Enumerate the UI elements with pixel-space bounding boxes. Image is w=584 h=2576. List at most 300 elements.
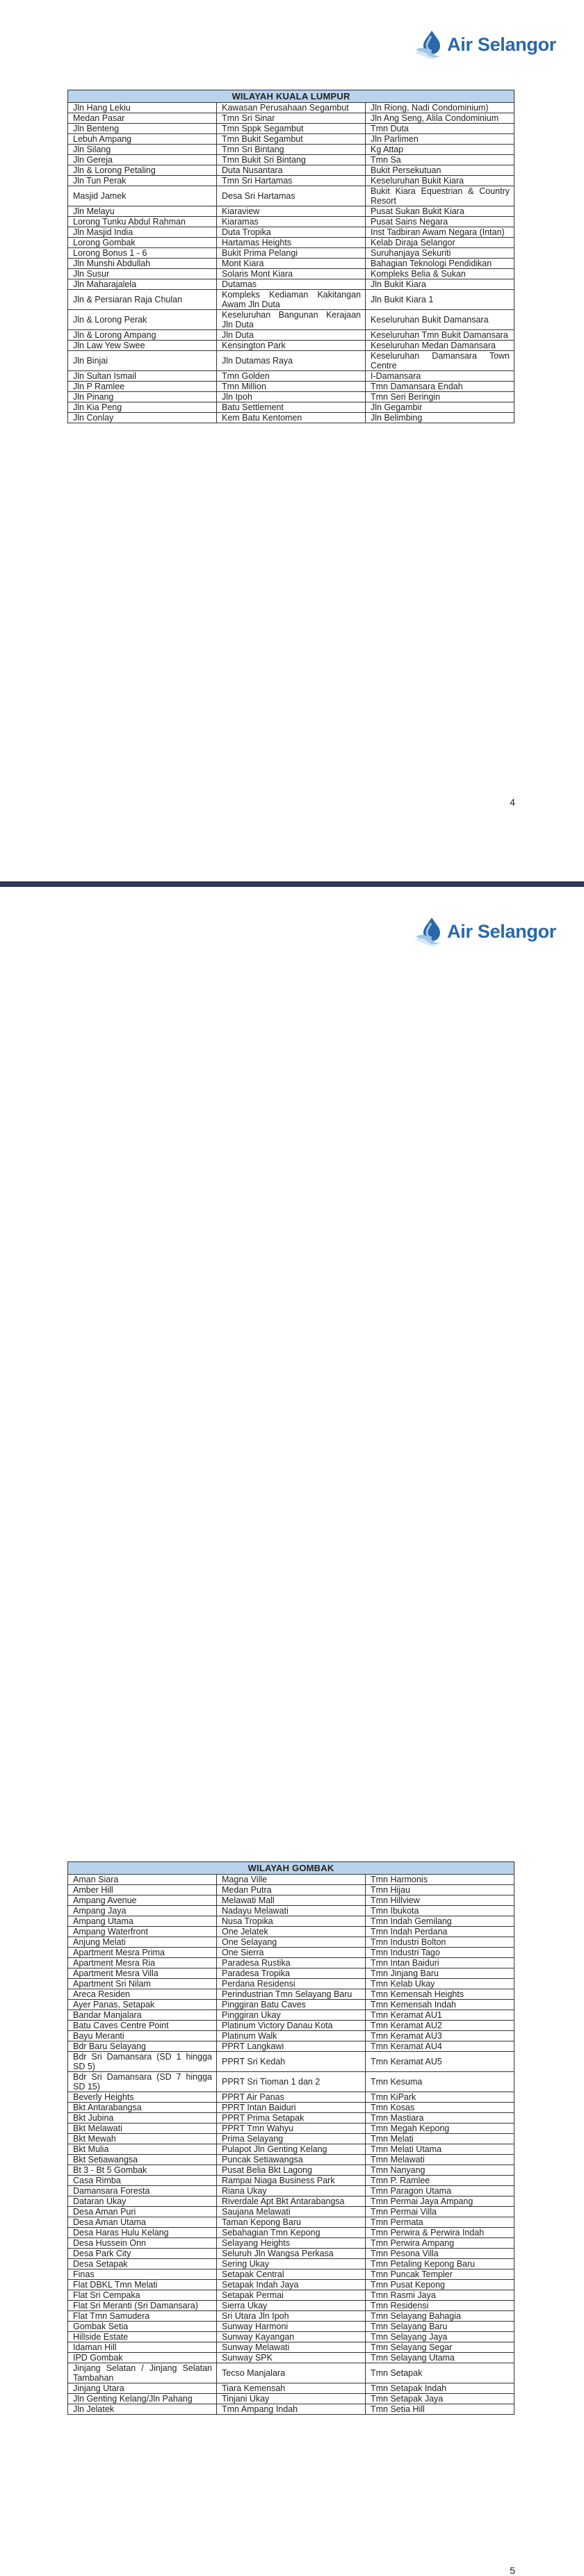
area-cell: Ampang Jaya — [68, 1906, 217, 1916]
table-row — [68, 2155, 514, 2165]
page-number: 5 — [510, 2565, 515, 2576]
area-cell: Kelab Diraja Selangor — [366, 238, 514, 248]
area-cell: Keseluruhan Damansara Town Centre — [366, 351, 514, 371]
area-cell: PPRT Intan Baiduri — [217, 2103, 366, 2113]
table-row — [68, 2383, 514, 2394]
area-cell: Bukit Persekutuan — [366, 165, 514, 176]
area-cell: One Sierra — [217, 1948, 366, 1958]
area-cell: Tmn Melati Utama — [366, 2144, 514, 2155]
table-row — [68, 176, 514, 186]
page-number: 4 — [510, 797, 515, 808]
area-cell: Tmn Bukit Sri Bintang — [217, 155, 366, 165]
area-cell: Desa Aman Puri — [68, 2207, 217, 2217]
area-cell: Setapak Central — [217, 2269, 366, 2280]
table-row — [68, 103, 514, 113]
area-cell: Bayu Meranti — [68, 2031, 217, 2041]
document-page-5 — [0, 887, 584, 2576]
table-row — [68, 134, 514, 145]
area-cell: Tmn Ampang Indah — [217, 2404, 366, 2415]
area-cell: Ampang Utama — [68, 1916, 217, 1927]
area-cell: Jln & Lorong Ampang — [68, 330, 217, 341]
table-row — [68, 341, 514, 351]
area-cell: Kiaraview — [217, 206, 366, 217]
table-row — [68, 227, 514, 238]
table-row — [68, 155, 514, 165]
area-cell: Tmn Mastiara — [366, 2113, 514, 2123]
area-cell: Tmn Nanyang — [366, 2165, 514, 2176]
area-cell: Pinggiran Batu Caves — [217, 2000, 366, 2010]
area-cell: Jln Gereja — [68, 155, 217, 165]
area-cell: Tmn Melawati — [366, 2155, 514, 2165]
area-cell: PPRT Langkawi — [217, 2041, 366, 2052]
area-cell: Gombak Setia — [68, 2322, 217, 2332]
area-cell: Prima Selayang — [217, 2134, 366, 2144]
table-row — [68, 371, 514, 382]
area-cell: Dataran Ukay — [68, 2196, 217, 2207]
table-row — [68, 2113, 514, 2123]
area-cell: Tmn Pusat Kepong — [366, 2280, 514, 2290]
area-cell: Desa Park City — [68, 2249, 217, 2259]
area-cell: Desa Setapak — [68, 2259, 217, 2269]
area-cell: Bkt Antarabangsa — [68, 2103, 217, 2113]
area-cell: Pulapot Jln Genting Kelang — [217, 2144, 366, 2155]
area-cell: Damansara Foresta — [68, 2186, 217, 2196]
area-cell: Desa Sri Hartamas — [217, 186, 366, 206]
area-cell: Jln Bukit Kiara — [366, 279, 514, 290]
area-cell: Mont Kiara — [217, 259, 366, 269]
area-cell: Sunway Kayangan — [217, 2332, 366, 2342]
area-cell: Jln Munshi Abdullah — [68, 259, 217, 269]
area-cell: Kawasan Perusahaan Segambut — [217, 103, 366, 113]
area-cell: Kensington Park — [217, 341, 366, 351]
area-cell: Jln Tun Perak — [68, 176, 217, 186]
area-cell: Taman Kepong Baru — [217, 2217, 366, 2228]
area-cell: Dutamas — [217, 279, 366, 290]
table-row — [68, 2176, 514, 2186]
area-cell: PPRT Sri Tioman 1 dan 2 — [217, 2072, 366, 2092]
table-row — [68, 2000, 514, 2010]
area-cell: Jln Benteng — [68, 124, 217, 134]
area-cell: Tmn Ibukota — [366, 1906, 514, 1916]
area-cell: Jln Hang Lekiu — [68, 103, 217, 113]
area-cell: Jln Bukit Kiara 1 — [366, 290, 514, 310]
table-row — [68, 1958, 514, 1968]
area-cell: Tmn Million — [217, 382, 366, 392]
area-cell: Masjid Jamek — [68, 186, 217, 206]
area-cell: Desa Aman Utama — [68, 2217, 217, 2228]
table-row — [68, 1896, 514, 1906]
area-cell: Jln Riong, Nadi Condominium) — [366, 103, 514, 113]
area-cell: Jln Susur — [68, 269, 217, 279]
table-row — [68, 1927, 514, 1937]
area-cell: Tmn Kesuma — [366, 2072, 514, 2092]
area-cell: Tmn Melati — [366, 2134, 514, 2144]
area-cell: Duta Nusantara — [217, 165, 366, 176]
area-cell: One Selayang — [217, 1937, 366, 1948]
area-cell: Tmn Keramat AU1 — [366, 2010, 514, 2021]
table-row — [68, 2217, 514, 2228]
area-cell: Flat Sri Meranti (Sri Damansara) — [68, 2301, 217, 2311]
area-cell: Tmn Setia Hill — [366, 2404, 514, 2415]
table-row — [68, 2165, 514, 2176]
area-cell: Jln Genting Kelang/Jln Pahang — [68, 2394, 217, 2404]
table-row — [68, 1937, 514, 1948]
table-row — [68, 2196, 514, 2207]
area-cell: Apartment Sri Nilam — [68, 1979, 217, 1989]
area-cell: Tmn Setapak — [366, 2363, 514, 2383]
area-cell: Inst Tadbiran Awam Negara (Intan) — [366, 227, 514, 238]
table-row — [68, 2259, 514, 2269]
area-cell: Jln Binjai — [68, 351, 217, 371]
area-cell: Bandar Manjalara — [68, 2010, 217, 2021]
area-cell: Melawati Mall — [217, 1896, 366, 1906]
area-cell: Tmn Permai Villa — [366, 2207, 514, 2217]
area-cell: Paradesa Tropika — [217, 1968, 366, 1979]
area-cell: Jln Kia Peng — [68, 402, 217, 413]
table-row — [68, 2186, 514, 2196]
area-cell: Lorong Gombak — [68, 238, 217, 248]
area-cell: Jln Maharajalela — [68, 279, 217, 290]
table-row — [68, 310, 514, 330]
area-cell: Tmn Indah Perdana — [366, 1927, 514, 1937]
area-cell: Jln Conlay — [68, 413, 217, 423]
area-cell: Tmn Sri Hartamas — [217, 176, 366, 186]
table-row — [68, 392, 514, 402]
area-cell: Jln Dutamas Raya — [217, 351, 366, 371]
area-cell: Hillside Estate — [68, 2332, 217, 2342]
area-cell: Batu Settlement — [217, 402, 366, 413]
table-row — [68, 124, 514, 134]
area-cell: Jln Melayu — [68, 206, 217, 217]
table-row — [68, 2301, 514, 2311]
table-row — [68, 1906, 514, 1916]
area-cell: Tiara Kemensah — [217, 2383, 366, 2394]
area-cell: Bt 3 - Bt 5 Gombak — [68, 2165, 217, 2176]
area-cell: Apartment Mesra Ria — [68, 1958, 217, 1968]
area-cell: Tmn Industri Tago — [366, 1948, 514, 1958]
area-cell: Jln Belimbing — [366, 413, 514, 423]
area-cell: Tmn Selayang Baru — [366, 2322, 514, 2332]
area-cell: Flat Tmn Samudera — [68, 2311, 217, 2322]
area-cell: Keseluruhan Medan Damansara — [366, 341, 514, 351]
area-cell: Jinjang Selatan / Jinjang Selatan Tambahan — [68, 2363, 217, 2383]
area-cell: Tmn Damansara Endah — [366, 382, 514, 392]
area-cell: Jln Pinang — [68, 392, 217, 402]
table-row — [68, 2332, 514, 2342]
area-cell: Pusat Sains Negara — [366, 217, 514, 227]
area-cell: Tmn Hijau — [366, 1885, 514, 1896]
area-cell: Kem Batu Kentomen — [217, 413, 366, 423]
area-cell: Seluruh Jln Wangsa Perkasa — [217, 2249, 366, 2259]
area-cell: Bkt Mewah — [68, 2134, 217, 2144]
area-cell: Anjung Melati — [68, 1937, 217, 1948]
area-cell: Tmn Bukit Segambut — [217, 134, 366, 145]
area-cell: Lorong Tunku Abdul Rahman — [68, 217, 217, 227]
area-cell: Tmn Kemensah Indah — [366, 2000, 514, 2010]
area-cell: Tmn Perwira Ampang — [366, 2238, 514, 2249]
area-cell: Tmn Permata — [366, 2217, 514, 2228]
area-cell: Kompleks Belia & Sukan — [366, 269, 514, 279]
table-row — [68, 351, 514, 371]
area-cell: Tmn Sppk Segambut — [217, 124, 366, 134]
area-cell: Sunway Harmoni — [217, 2322, 366, 2332]
table-row — [68, 2228, 514, 2238]
area-cell: Bkt Melawati — [68, 2123, 217, 2134]
table-row — [68, 2238, 514, 2249]
table-heading: WILAYAH GOMBAK — [68, 1862, 514, 1875]
area-cell: Paradesa Rustika — [217, 1958, 366, 1968]
air-selangor-logo — [414, 915, 556, 948]
area-cell: Tmn Keramat AU3 — [366, 2031, 514, 2041]
brand-name: Air Selangor — [447, 920, 556, 942]
table-row — [68, 145, 514, 155]
area-cell: Tmn Megah Kepong — [366, 2123, 514, 2134]
table-row — [68, 2394, 514, 2404]
area-cell: Magna Ville — [217, 1875, 366, 1885]
area-cell: Desa Haras Hulu Kelang — [68, 2228, 217, 2238]
area-cell: Aman Siara — [68, 1875, 217, 1885]
area-cell: Bukit Kiara Equestrian & Country Resort — [366, 186, 514, 206]
area-cell: Pinggiran Ukay — [217, 2010, 366, 2021]
area-cell: Tmn Keramat AU4 — [366, 2041, 514, 2052]
area-cell: Kompleks Kediaman Kakitangan Awam Jln Duta — [217, 290, 366, 310]
table-row — [68, 1968, 514, 1979]
area-cell: Tmn Keramat AU2 — [366, 2021, 514, 2031]
table-row — [68, 2041, 514, 2052]
table-row — [68, 259, 514, 269]
brand-name: Air Selangor — [447, 33, 556, 55]
area-cell: Jln Jelatek — [68, 2404, 217, 2415]
area-cell: PPRT Air Panas — [217, 2092, 366, 2103]
area-cell: Perindustrian Tmn Selayang Baru — [217, 1989, 366, 2000]
area-cell: Setapak Permai — [217, 2290, 366, 2301]
table-row — [68, 206, 514, 217]
area-cell: Tmn Hillview — [366, 1896, 514, 1906]
area-cell: Apartment Mesra Prima — [68, 1948, 217, 1958]
area-cell: Platinum Victory Danau Kota — [217, 2021, 366, 2031]
table-row — [68, 1979, 514, 1989]
area-cell: Idaman Hill — [68, 2342, 217, 2353]
area-cell: Tmn P. Ramlee — [366, 2176, 514, 2186]
table-row — [68, 2072, 514, 2092]
table-row — [68, 217, 514, 227]
area-cell: Tmn Selayang Bahagia — [366, 2311, 514, 2322]
area-cell: Riverdale Apt Bkt Antarabangsa — [217, 2196, 366, 2207]
table-row — [68, 2363, 514, 2383]
table-row — [68, 330, 514, 341]
area-cell: Kiaramas — [217, 217, 366, 227]
area-cell: Tmn Intan Baiduri — [366, 1958, 514, 1968]
area-cell: PPRT Sri Kedah — [217, 2052, 366, 2072]
table-row — [68, 2322, 514, 2332]
area-cell: Tecso Manjalara — [217, 2363, 366, 2383]
area-cell: Hartamas Heights — [217, 238, 366, 248]
table-row — [68, 2031, 514, 2041]
area-cell: Bkt Mulia — [68, 2144, 217, 2155]
area-cell: Jln & Persiaran Raja Chulan — [68, 290, 217, 310]
area-cell: Jln Masjid India — [68, 227, 217, 238]
area-cell: Riana Ukay — [217, 2186, 366, 2196]
area-cell: Tmn Indah Gemilang — [366, 1916, 514, 1927]
table-row — [68, 290, 514, 310]
area-cell: Tmn Sri Sinar — [217, 113, 366, 124]
area-cell: PPRT Tmn Wahyu — [217, 2123, 366, 2134]
area-cell: I-Damansara — [366, 371, 514, 382]
area-cell: Tmn Paragon Utama — [366, 2186, 514, 2196]
area-cell: Jln Parlimen — [366, 134, 514, 145]
area-cell: Selayang Heights — [217, 2238, 366, 2249]
area-cell: Tmn Perwira & Perwira Indah — [366, 2228, 514, 2238]
area-cell: Sunway SPK — [217, 2353, 366, 2363]
area-cell: Bkt Setiawangsa — [68, 2155, 217, 2165]
table-row — [68, 1989, 514, 2000]
water-drop-icon — [414, 29, 444, 60]
area-cell: Jln Duta — [217, 330, 366, 341]
area-cell: Bukit Prima Pelangi — [217, 248, 366, 259]
area-cell: Areca Residen — [68, 1989, 217, 2000]
table-row — [68, 2052, 514, 2072]
table-row — [68, 113, 514, 124]
area-cell: Jln & Lorong Perak — [68, 310, 217, 330]
area-cell: Tmn Kelab Ukay — [366, 1979, 514, 1989]
table-row — [68, 279, 514, 290]
area-cell: Desa Hussein Onn — [68, 2238, 217, 2249]
table-row — [68, 2311, 514, 2322]
table-row — [68, 2207, 514, 2217]
area-cell: Keseluruhan Bangunan Kerajaan Jln Duta — [217, 310, 366, 330]
table-row — [68, 1875, 514, 1885]
area-cell: Tmn Rasmi Jaya — [366, 2290, 514, 2301]
area-cell: Amber Hill — [68, 1885, 217, 1896]
area-cell: Jln Sultan Ismail — [68, 371, 217, 382]
table-row — [68, 2144, 514, 2155]
table-row — [68, 2290, 514, 2301]
area-cell: Casa Rimba — [68, 2176, 217, 2186]
area-cell: Tmn Setapak Jaya — [366, 2394, 514, 2404]
area-cell: Jinjang Utara — [68, 2383, 217, 2394]
area-cell: Sunway Melawati — [217, 2342, 366, 2353]
area-cell: Tmn Kosas — [366, 2103, 514, 2113]
area-cell: PPRT Prima Setapak — [217, 2113, 366, 2123]
table-row — [68, 2269, 514, 2280]
table-row — [68, 2123, 514, 2134]
area-cell: Nusa Tropika — [217, 1916, 366, 1927]
area-cell: Sebahagian Tmn Kepong — [217, 2228, 366, 2238]
area-cell: Tmn KiPark — [366, 2092, 514, 2103]
air-selangor-logo — [414, 28, 556, 61]
area-cell: Jln & Lorong Petaling — [68, 165, 217, 176]
table-body — [68, 103, 514, 423]
area-cell: Tmn Harmonis — [366, 1875, 514, 1885]
area-cell: Nadayu Melawati — [217, 1906, 366, 1916]
table-row — [68, 2342, 514, 2353]
table-row — [68, 1885, 514, 1896]
table-row — [68, 186, 514, 206]
area-cell: Tinjani Ukay — [217, 2394, 366, 2404]
area-cell: Bdr Baru Selayang — [68, 2041, 217, 2052]
area-cell: Tmn Selayang Jaya — [366, 2332, 514, 2342]
area-cell: Medan Pasar — [68, 113, 217, 124]
area-cell: Tmn Golden — [217, 371, 366, 382]
area-cell: Tmn Selayang Segar — [366, 2342, 514, 2353]
table-row — [68, 2103, 514, 2113]
area-cell: Tmn Seri Beringin — [366, 392, 514, 402]
table-row — [68, 248, 514, 259]
table-row — [68, 2404, 514, 2415]
area-cell: Jln Gegambir — [366, 402, 514, 413]
area-cell: Platinum Walk — [217, 2031, 366, 2041]
area-cell: Flat Sri Cempaka — [68, 2290, 217, 2301]
area-cell: Tmn Kemensah Heights — [366, 1989, 514, 2000]
gombak-area-table — [67, 1861, 514, 2415]
area-cell: Lorong Bonus 1 - 6 — [68, 248, 217, 259]
area-cell: Bdr Sri Damansara (SD 7 hingga SD 15) — [68, 2072, 217, 2092]
area-cell: Rampai Niaga Business Park — [217, 2176, 366, 2186]
area-cell: Tmn Setapak Indah — [366, 2383, 514, 2394]
area-cell: Tmn Keramat AU5 — [366, 2052, 514, 2072]
area-cell: Apartment Mesra Villa — [68, 1968, 217, 1979]
area-cell: Tmn Industri Bolton — [366, 1937, 514, 1948]
area-cell: Tmn Petaling Kepong Baru — [366, 2259, 514, 2269]
area-cell: Bdr Sri Damansara (SD 1 hingga SD 5) — [68, 2052, 217, 2072]
table-row — [68, 402, 514, 413]
area-cell: Tmn Duta — [366, 124, 514, 134]
area-cell: Lebuh Ampang — [68, 134, 217, 145]
area-cell: Suruhanjaya Sekuriti — [366, 248, 514, 259]
table-row — [68, 1916, 514, 1927]
table-row — [68, 2134, 514, 2144]
water-drop-icon — [414, 916, 444, 947]
table-row — [68, 2010, 514, 2021]
area-cell: Batu Caves Centre Point — [68, 2021, 217, 2031]
area-cell: Keseluruhan Tmn Bukit Damansara — [366, 330, 514, 341]
table-row — [68, 2280, 514, 2290]
area-cell: Flat DBKL Tmn Melati — [68, 2280, 217, 2290]
table-row — [68, 2249, 514, 2259]
area-cell: Sierra Ukay — [217, 2301, 366, 2311]
area-cell: Keseluruhan Bukit Damansara — [366, 310, 514, 330]
area-cell: Perdana Residensi — [217, 1979, 366, 1989]
table-row — [68, 2021, 514, 2031]
table-row — [68, 165, 514, 176]
kuala-lumpur-area-table — [67, 90, 514, 423]
area-cell: IPD Gombak — [68, 2353, 217, 2363]
area-cell: Beverly Heights — [68, 2092, 217, 2103]
page-separator — [0, 881, 584, 887]
document-page-4 — [0, 0, 584, 881]
table-row — [68, 238, 514, 248]
area-cell: Sri Utara Jln Ipoh — [217, 2311, 366, 2322]
table-row — [68, 269, 514, 279]
area-cell: Jln Silang — [68, 145, 217, 155]
area-cell: Tmn Residensi — [366, 2301, 514, 2311]
area-cell: Jln Law Yew Swee — [68, 341, 217, 351]
area-cell: Tmn Selayang Utama — [366, 2353, 514, 2363]
area-cell: Setapak Indah Jaya — [217, 2280, 366, 2290]
area-cell: Sering Ukay — [217, 2259, 366, 2269]
table-row — [68, 413, 514, 423]
table-row — [68, 2353, 514, 2363]
area-cell: Medan Putra — [217, 1885, 366, 1896]
area-cell: Jln Ang Seng, Alila Condominium — [366, 113, 514, 124]
area-cell: Tmn Permai Jaya Ampang — [366, 2196, 514, 2207]
table-row — [68, 382, 514, 392]
table-row — [68, 1948, 514, 1958]
area-cell: Ampang Waterfront — [68, 1927, 217, 1937]
table-row — [68, 2092, 514, 2103]
area-cell: Pusat Sukan Bukit Kiara — [366, 206, 514, 217]
area-cell: Duta Tropika — [217, 227, 366, 238]
